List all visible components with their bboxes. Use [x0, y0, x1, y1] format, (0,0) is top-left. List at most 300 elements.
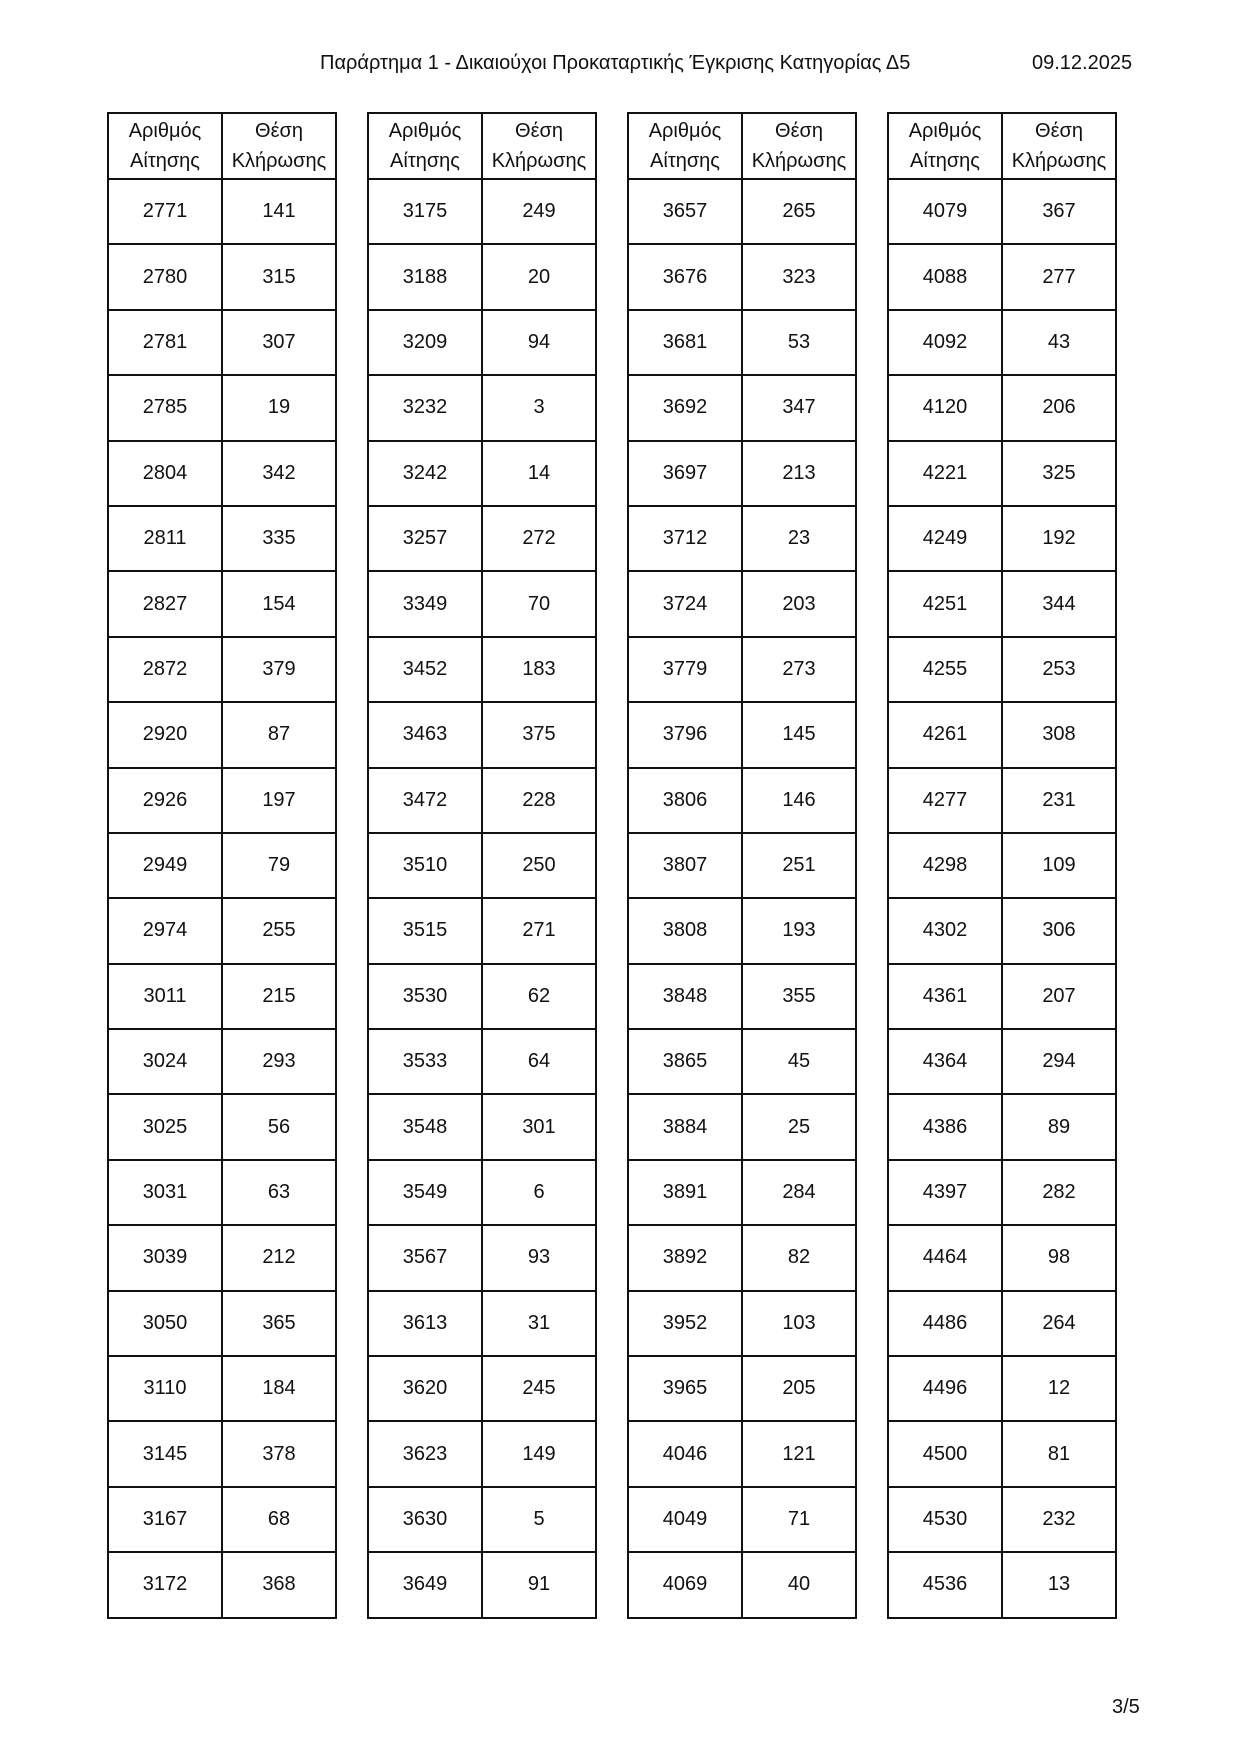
header-line: Αίτησης: [130, 150, 200, 172]
application-number-cell: 4079: [888, 179, 1002, 244]
table-row: [628, 506, 856, 571]
application-number-cell: 4251: [888, 571, 1002, 636]
application-number-cell: 4496: [888, 1356, 1002, 1421]
draw-position-cell: 344: [1002, 571, 1116, 636]
table-row: [628, 1552, 856, 1617]
table-row: [628, 964, 856, 1029]
table-row: [368, 244, 596, 309]
table-row: [628, 702, 856, 767]
draw-position-cell: 3: [482, 375, 596, 440]
application-number-cell: 3623: [368, 1421, 482, 1486]
draw-position-header: [482, 113, 596, 179]
table-row: [108, 1160, 336, 1225]
draw-position-cell: 31: [482, 1291, 596, 1356]
draw-position-cell: 63: [222, 1160, 336, 1225]
draw-position-cell: 308: [1002, 702, 1116, 767]
application-number-cell: 4386: [888, 1094, 1002, 1159]
application-number-cell: 3848: [628, 964, 742, 1029]
table-row: [628, 637, 856, 702]
results-table-4: [887, 112, 1117, 1619]
page-title: Παράρτημα 1 - Δικαιούχοι Προκαταρτικής Έγκρισης Κατηγορίας Δ5: [320, 52, 911, 74]
table-row: [888, 244, 1116, 309]
draw-position-cell: 40: [742, 1552, 856, 1617]
draw-position-cell: 265: [742, 179, 856, 244]
application-number-cell: 3472: [368, 768, 482, 833]
table-row: [888, 506, 1116, 571]
draw-position-cell: 355: [742, 964, 856, 1029]
draw-position-cell: 378: [222, 1421, 336, 1486]
table-row: [108, 1421, 336, 1486]
draw-position-cell: 323: [742, 244, 856, 309]
draw-position-cell: 368: [222, 1552, 336, 1617]
table-row: [888, 571, 1116, 636]
header-line: Αριθμός: [648, 120, 722, 142]
header-line: Θέση: [775, 120, 823, 142]
table-row: [368, 637, 596, 702]
table-body: [368, 179, 596, 1618]
draw-position-cell: 347: [742, 375, 856, 440]
draw-position-cell: 145: [742, 702, 856, 767]
draw-position-cell: 203: [742, 571, 856, 636]
draw-position-cell: 12: [1002, 1356, 1116, 1421]
table-body: [108, 179, 336, 1618]
results-table-1: [107, 112, 337, 1619]
table-row: [628, 833, 856, 898]
draw-position-cell: 251: [742, 833, 856, 898]
draw-position-cell: 207: [1002, 964, 1116, 1029]
table-row: [888, 1421, 1116, 1486]
draw-position-cell: 192: [1002, 506, 1116, 571]
application-number-cell: 3232: [368, 375, 482, 440]
document-date: 09.12.2025: [1032, 52, 1133, 74]
draw-position-cell: 307: [222, 310, 336, 375]
table-row: [368, 1356, 596, 1421]
application-number-cell: 3549: [368, 1160, 482, 1225]
application-number-cell: 3567: [368, 1225, 482, 1290]
draw-position-cell: 98: [1002, 1225, 1116, 1290]
table-row: [108, 375, 336, 440]
draw-position-cell: 183: [482, 637, 596, 702]
table-row: [368, 1094, 596, 1159]
application-number-cell: 3807: [628, 833, 742, 898]
draw-position-cell: 71: [742, 1487, 856, 1552]
draw-position-cell: 315: [222, 244, 336, 309]
table-row: [368, 1029, 596, 1094]
header-line: Αίτησης: [650, 150, 720, 172]
application-number-cell: 3039: [108, 1225, 222, 1290]
table-row: [368, 1421, 596, 1486]
draw-position-cell: 19: [222, 375, 336, 440]
application-number-cell: 3452: [368, 637, 482, 702]
table-row: [368, 1225, 596, 1290]
application-number-cell: 4298: [888, 833, 1002, 898]
application-number-cell: 3808: [628, 898, 742, 963]
table-row: [628, 244, 856, 309]
table-row: [888, 1094, 1116, 1159]
application-number-cell: 3024: [108, 1029, 222, 1094]
table-row: [368, 1487, 596, 1552]
table-row: [368, 768, 596, 833]
table-row: [888, 1487, 1116, 1552]
header-line: Κλήρωσης: [1011, 150, 1107, 172]
header-line: Θέση: [515, 120, 563, 142]
application-number-cell: 2920: [108, 702, 222, 767]
application-number-cell: 3779: [628, 637, 742, 702]
header-line: Αίτησης: [390, 150, 460, 172]
application-number-cell: 2780: [108, 244, 222, 309]
application-number-cell: 3952: [628, 1291, 742, 1356]
draw-position-cell: 68: [222, 1487, 336, 1552]
table-row: [108, 964, 336, 1029]
application-number-cell: 4500: [888, 1421, 1002, 1486]
table-row: [108, 768, 336, 833]
application-number-cell: 3620: [368, 1356, 482, 1421]
application-number-cell: 3630: [368, 1487, 482, 1552]
table-row: [888, 375, 1116, 440]
application-number-cell: 3891: [628, 1160, 742, 1225]
application-number-cell: 3209: [368, 310, 482, 375]
header-line: Κλήρωσης: [751, 150, 847, 172]
application-number-cell: 3145: [108, 1421, 222, 1486]
table-row: [108, 1094, 336, 1159]
draw-position-cell: 62: [482, 964, 596, 1029]
draw-position-cell: 282: [1002, 1160, 1116, 1225]
header-line: Αριθμός: [128, 120, 202, 142]
application-number-header: [628, 113, 742, 179]
header-line: Θέση: [1035, 120, 1083, 142]
application-number-cell: 4464: [888, 1225, 1002, 1290]
table-row: [628, 1291, 856, 1356]
table-row: [628, 1094, 856, 1159]
application-number-cell: 3011: [108, 964, 222, 1029]
application-number-cell: 3692: [628, 375, 742, 440]
draw-position-cell: 294: [1002, 1029, 1116, 1094]
table-header-row: [628, 113, 856, 179]
draw-position-cell: 141: [222, 179, 336, 244]
table-row: [628, 1225, 856, 1290]
application-number-cell: 4088: [888, 244, 1002, 309]
draw-position-cell: 379: [222, 637, 336, 702]
header-line: Κλήρωσης: [491, 150, 587, 172]
table-header-row: [108, 113, 336, 179]
draw-position-cell: 121: [742, 1421, 856, 1486]
table-row: [888, 898, 1116, 963]
application-number-cell: 3463: [368, 702, 482, 767]
application-number-cell: 3697: [628, 441, 742, 506]
draw-position-cell: 81: [1002, 1421, 1116, 1486]
draw-position-cell: 79: [222, 833, 336, 898]
application-number-cell: 2785: [108, 375, 222, 440]
table-row: [628, 179, 856, 244]
table-header-row: [368, 113, 596, 179]
application-number-cell: 3242: [368, 441, 482, 506]
application-number-cell: 2872: [108, 637, 222, 702]
application-number-cell: 3865: [628, 1029, 742, 1094]
table-row: [628, 768, 856, 833]
draw-position-cell: 272: [482, 506, 596, 571]
draw-position-cell: 245: [482, 1356, 596, 1421]
table-row: [628, 375, 856, 440]
table-row: [368, 964, 596, 1029]
table-row: [108, 702, 336, 767]
application-number-cell: 4221: [888, 441, 1002, 506]
application-number-cell: 3257: [368, 506, 482, 571]
draw-position-cell: 365: [222, 1291, 336, 1356]
draw-position-cell: 271: [482, 898, 596, 963]
application-number-cell: 3188: [368, 244, 482, 309]
application-number-cell: 4120: [888, 375, 1002, 440]
draw-position-cell: 64: [482, 1029, 596, 1094]
draw-position-cell: 206: [1002, 375, 1116, 440]
draw-position-cell: 301: [482, 1094, 596, 1159]
table-row: [888, 1356, 1116, 1421]
header-line: Αριθμός: [388, 120, 462, 142]
table-row: [108, 637, 336, 702]
table-row: [888, 768, 1116, 833]
table-row: [108, 898, 336, 963]
application-number-cell: 3025: [108, 1094, 222, 1159]
draw-position-cell: 249: [482, 179, 596, 244]
table-row: [628, 310, 856, 375]
application-number-cell: 4255: [888, 637, 1002, 702]
draw-position-cell: 87: [222, 702, 336, 767]
draw-position-header: [222, 113, 336, 179]
header-line: Αριθμός: [908, 120, 982, 142]
table-row: [108, 179, 336, 244]
application-number-cell: 3657: [628, 179, 742, 244]
table-row: [368, 571, 596, 636]
draw-position-cell: 325: [1002, 441, 1116, 506]
application-number-header: [108, 113, 222, 179]
draw-position-cell: 250: [482, 833, 596, 898]
table-row: [368, 1291, 596, 1356]
draw-position-cell: 231: [1002, 768, 1116, 833]
application-number-cell: 4069: [628, 1552, 742, 1617]
table-row: [628, 898, 856, 963]
application-number-cell: 2827: [108, 571, 222, 636]
table-row: [888, 1160, 1116, 1225]
table-row: [888, 637, 1116, 702]
draw-position-cell: 342: [222, 441, 336, 506]
table-row: [108, 1029, 336, 1094]
table-row: [628, 1487, 856, 1552]
table-row: [368, 702, 596, 767]
draw-position-cell: 232: [1002, 1487, 1116, 1552]
table-row: [108, 1225, 336, 1290]
draw-position-cell: 56: [222, 1094, 336, 1159]
application-number-cell: 3796: [628, 702, 742, 767]
table-row: [888, 1225, 1116, 1290]
application-number-cell: 3884: [628, 1094, 742, 1159]
results-table-3: [627, 112, 857, 1619]
header-line: Θέση: [255, 120, 303, 142]
application-number-cell: 2926: [108, 768, 222, 833]
table-row: [888, 441, 1116, 506]
table-row: [368, 1160, 596, 1225]
application-number-cell: 3510: [368, 833, 482, 898]
table-row: [368, 375, 596, 440]
header-line: Κλήρωσης: [231, 150, 327, 172]
page-number: 3/5: [1112, 1696, 1140, 1718]
table-row: [888, 1291, 1116, 1356]
application-number-cell: 3681: [628, 310, 742, 375]
table-row: [628, 1421, 856, 1486]
application-number-cell: 3533: [368, 1029, 482, 1094]
application-number-cell: 4364: [888, 1029, 1002, 1094]
table-row: [888, 702, 1116, 767]
application-number-cell: 3530: [368, 964, 482, 1029]
application-number-cell: 2771: [108, 179, 222, 244]
table-row: [628, 441, 856, 506]
draw-position-cell: 93: [482, 1225, 596, 1290]
draw-position-cell: 109: [1002, 833, 1116, 898]
application-number-cell: 2949: [108, 833, 222, 898]
table-row: [108, 441, 336, 506]
draw-position-cell: 5: [482, 1487, 596, 1552]
table-row: [108, 244, 336, 309]
application-number-cell: 4277: [888, 768, 1002, 833]
application-number-cell: 3676: [628, 244, 742, 309]
application-number-cell: 4302: [888, 898, 1002, 963]
application-number-cell: 3515: [368, 898, 482, 963]
table-row: [368, 441, 596, 506]
table-row: [888, 964, 1116, 1029]
draw-position-cell: 53: [742, 310, 856, 375]
application-number-cell: 3649: [368, 1552, 482, 1617]
table-row: [888, 179, 1116, 244]
table-row: [368, 310, 596, 375]
draw-position-cell: 375: [482, 702, 596, 767]
application-number-cell: 3172: [108, 1552, 222, 1617]
draw-position-header: [1002, 113, 1116, 179]
application-number-cell: 2804: [108, 441, 222, 506]
application-number-cell: 2974: [108, 898, 222, 963]
table-body: [628, 179, 856, 1618]
table-row: [628, 1029, 856, 1094]
application-number-cell: 4049: [628, 1487, 742, 1552]
draw-position-cell: 82: [742, 1225, 856, 1290]
application-number-cell: 4530: [888, 1487, 1002, 1552]
table-row: [628, 1356, 856, 1421]
draw-position-cell: 25: [742, 1094, 856, 1159]
draw-position-cell: 70: [482, 571, 596, 636]
application-number-cell: 3892: [628, 1225, 742, 1290]
draw-position-cell: 23: [742, 506, 856, 571]
application-number-cell: 3349: [368, 571, 482, 636]
application-number-cell: 2781: [108, 310, 222, 375]
application-number-cell: 3806: [628, 768, 742, 833]
table-row: [108, 1356, 336, 1421]
draw-position-cell: 13: [1002, 1552, 1116, 1617]
draw-position-cell: 91: [482, 1552, 596, 1617]
application-number-header: [888, 113, 1002, 179]
application-number-header: [368, 113, 482, 179]
draw-position-cell: 193: [742, 898, 856, 963]
table-row: [108, 1552, 336, 1617]
draw-position-cell: 277: [1002, 244, 1116, 309]
application-number-cell: 4536: [888, 1552, 1002, 1617]
draw-position-cell: 20: [482, 244, 596, 309]
draw-position-cell: 284: [742, 1160, 856, 1225]
table-row: [888, 1552, 1116, 1617]
draw-position-cell: 205: [742, 1356, 856, 1421]
application-number-cell: 4397: [888, 1160, 1002, 1225]
table-row: [888, 310, 1116, 375]
application-number-cell: 4046: [628, 1421, 742, 1486]
application-number-cell: 3548: [368, 1094, 482, 1159]
table-row: [108, 310, 336, 375]
draw-position-cell: 197: [222, 768, 336, 833]
table-row: [628, 571, 856, 636]
application-number-cell: 4361: [888, 964, 1002, 1029]
draw-position-cell: 154: [222, 571, 336, 636]
draw-position-cell: 6: [482, 1160, 596, 1225]
draw-position-cell: 306: [1002, 898, 1116, 963]
draw-position-cell: 367: [1002, 179, 1116, 244]
results-table-2: [367, 112, 597, 1619]
table-body: [888, 179, 1116, 1618]
draw-position-cell: 228: [482, 768, 596, 833]
table-row: [368, 1552, 596, 1617]
table-row: [628, 1160, 856, 1225]
header-line: Αίτησης: [910, 150, 980, 172]
application-number-cell: 3175: [368, 179, 482, 244]
table-row: [108, 506, 336, 571]
table-row: [888, 1029, 1116, 1094]
draw-position-cell: 293: [222, 1029, 336, 1094]
table-row: [368, 898, 596, 963]
application-number-cell: 4092: [888, 310, 1002, 375]
draw-position-cell: 212: [222, 1225, 336, 1290]
application-number-cell: 3167: [108, 1487, 222, 1552]
table-row: [368, 506, 596, 571]
draw-position-cell: 14: [482, 441, 596, 506]
table-row: [108, 1291, 336, 1356]
draw-position-cell: 103: [742, 1291, 856, 1356]
application-number-cell: 3712: [628, 506, 742, 571]
table-row: [108, 833, 336, 898]
draw-position-cell: 45: [742, 1029, 856, 1094]
application-number-cell: 3965: [628, 1356, 742, 1421]
draw-position-header: [742, 113, 856, 179]
draw-position-cell: 43: [1002, 310, 1116, 375]
table-row: [368, 833, 596, 898]
draw-position-cell: 255: [222, 898, 336, 963]
draw-position-cell: 253: [1002, 637, 1116, 702]
application-number-cell: 2811: [108, 506, 222, 571]
draw-position-cell: 213: [742, 441, 856, 506]
table-row: [888, 833, 1116, 898]
application-number-cell: 4249: [888, 506, 1002, 571]
application-number-cell: 3050: [108, 1291, 222, 1356]
application-number-cell: 3031: [108, 1160, 222, 1225]
draw-position-cell: 273: [742, 637, 856, 702]
application-number-cell: 3110: [108, 1356, 222, 1421]
draw-position-cell: 215: [222, 964, 336, 1029]
draw-position-cell: 264: [1002, 1291, 1116, 1356]
table-row: [368, 179, 596, 244]
draw-position-cell: 89: [1002, 1094, 1116, 1159]
table-row: [108, 571, 336, 636]
draw-position-cell: 146: [742, 768, 856, 833]
application-number-cell: 4261: [888, 702, 1002, 767]
application-number-cell: 3613: [368, 1291, 482, 1356]
draw-position-cell: 149: [482, 1421, 596, 1486]
table-row: [108, 1487, 336, 1552]
draw-position-cell: 335: [222, 506, 336, 571]
draw-position-cell: 184: [222, 1356, 336, 1421]
table-header-row: [888, 113, 1116, 179]
